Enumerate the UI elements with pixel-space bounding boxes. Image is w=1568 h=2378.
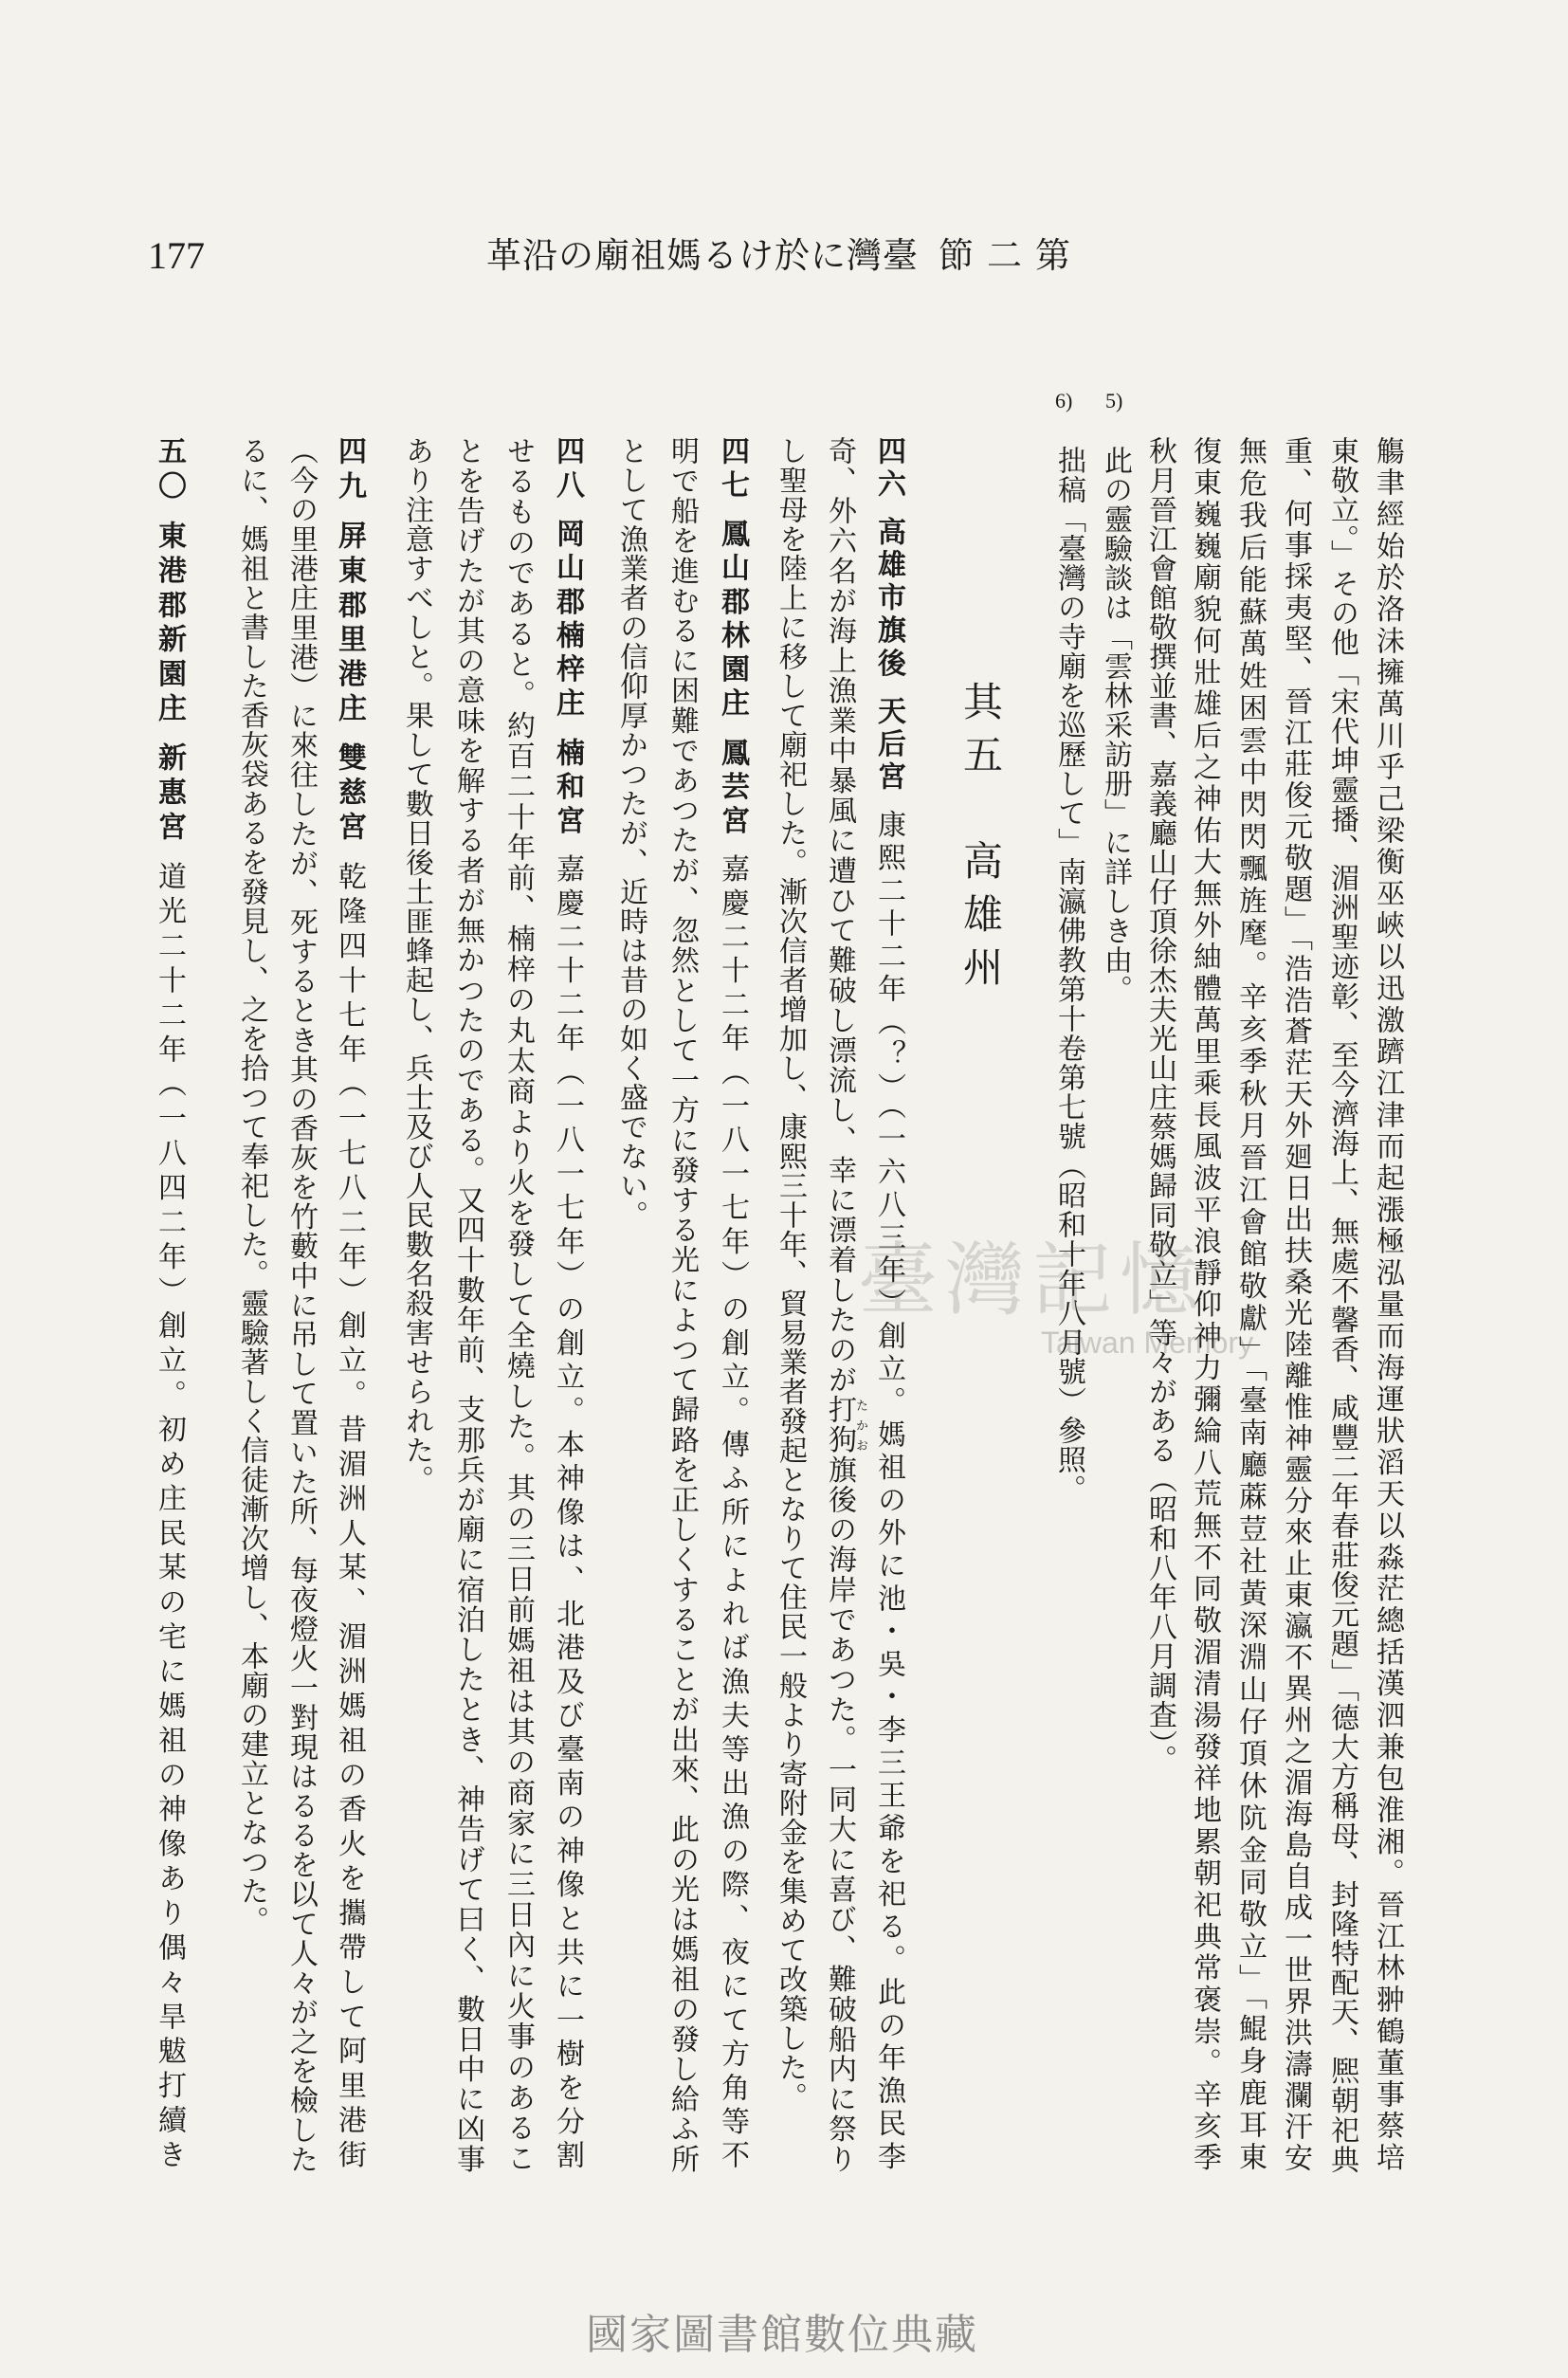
- entry-text: 旗後の海岸であつた。一同大に喜び、難破船内に祭り: [823, 1454, 856, 2175]
- quote-column-5: 復東巍巍廟貌何壯雄后之神佑大無外紬體萬里乘長風波平浪靜仰神力彌綸八荒無不同敬湄清湯發祥地累朝祀典常褒崇。辛亥季: [1188, 436, 1221, 2174]
- entry-temple: 雙慈宮: [333, 742, 366, 847]
- entry-temple: 天后宮: [872, 696, 905, 796]
- quote-column-4: 無危我后能蘇萬姓困雲中閃閃飄旌麾。辛亥季秋月晉江會館敬獻」「臺南廳蔴荳社黃深淵山仔頂休阬金同敬立」「鯤身鹿耳東: [1233, 436, 1267, 2174]
- entry-text: 乾隆四十七年（一七八二年）創立。昔湄洲人某、湄洲媽祖の香火を攜帶して阿里港街: [333, 861, 366, 2175]
- ruby-base: 打狗: [823, 1395, 856, 1455]
- footnote-6-text: 拙稿「臺灣の寺廟を巡歷して」南瀛佛教第十卷第七號（昭和十年八月號）參照。: [1052, 446, 1085, 1504]
- page-number: 177: [148, 234, 205, 277]
- entry-48-line-2: せるものであると。約百二十年前、楠梓の丸太商より火を發して全燒した。其の三日前媽祖は其の商家に三日內に火事のあるこ: [501, 436, 535, 2174]
- entry-48-line-4: あり注意すべしと。果して數日後土匪蜂起し、兵士及び人民數名殺害せられた。: [400, 436, 433, 1494]
- entry-text: 奇、外六名が海上漁業中暴風に遭ひて難破し漂流し、幸に漂着したのが: [823, 436, 856, 1396]
- entry-temple: 鳳芸宮: [716, 737, 749, 839]
- running-head-title: 臺灣に於ける媽祖廟の沿革: [486, 235, 919, 276]
- entry-49-line-3: るに、媽祖と書した香灰袋あるを發見し、之を拾つて奉祀した。靈驗著しく信徒漸次增し、本廟の建立となつた。: [235, 436, 268, 1935]
- entry-place: 岡山郡楠梓庄: [551, 519, 584, 723]
- entry-47-line-1: [715, 436, 749, 2174]
- entry-47-line-2: 明で船を進むるに困難であつたが、忽然として一方に發する光によつて歸路を正しくすることが出來、此の光は媽祖の發し給ふ所: [665, 436, 699, 2174]
- ruby-reading: たかお: [853, 1395, 867, 1455]
- entry-48-line-1: [550, 436, 584, 2174]
- entry-47-line-3: として漁業者の信仰厚かつたが、近時は昔の如く盛でない。: [614, 436, 647, 1230]
- entry-46-line-3: し聖母を陸上に移して廟祀した。漸次信者增加し、康熙三十年、貿易業者發起となりて住民一般より寄附金を集めて改築した。: [774, 436, 807, 2112]
- entry-number: 五〇: [153, 436, 186, 505]
- entry-temple: 楠和宮: [551, 737, 584, 839]
- watermark-logo: 臺灣記憶: [858, 1234, 1208, 1326]
- entry-text: 嘉慶二十二年（一八一七年）の創立。本神像は、北港及び臺南の神像と共に一樹を分割: [551, 853, 584, 2175]
- entry-number: 四七: [716, 436, 749, 504]
- footnote-5-marker: 5): [1105, 389, 1123, 412]
- entry-number: 四六: [872, 436, 905, 503]
- quote-column-2: 東敬立。」その他「宋代坤靈播、湄洲聖迹彰、至今濟海上、無處不馨香、咸豐二年春莊俊元題」「德大方稱母、封隆特配天、熈朝祀典: [1325, 436, 1358, 2174]
- entry-place: 鳳山郡林園庄: [716, 519, 749, 723]
- entry-50-line-1: [152, 436, 186, 2174]
- entry-number: 四八: [551, 436, 584, 504]
- entry-text: 康熙二十二年（？）（一六八三年）創立。媽祖の外に池・吳・李三王爺を祀る。此の年漁民李: [872, 810, 905, 2175]
- archive-footer: 國家圖書館數位典藏: [586, 2311, 978, 2359]
- entry-place: 高雄市旗後: [872, 517, 905, 682]
- running-head-section: 第二節: [939, 235, 1084, 276]
- entry-place: 屏東郡里港庄: [333, 520, 366, 728]
- quote-column-6: 秋月晉江會館敬撰並書、嘉義廳山仔頂徐杰夫光山庄蔡媽歸同敬立」等々がある（昭和八年八月調査）。: [1143, 436, 1176, 1774]
- entry-text: 嘉慶二十二年（一八一七年）の創立。傳ふ所によれば漁夫等出漁の際、夜にて方角等不: [716, 853, 749, 2175]
- entry-temple: 新惠宮: [153, 742, 186, 847]
- footnote-5-text: 此の靈驗談は「雲林采訪册」に詳しき由。: [1099, 446, 1132, 1004]
- entry-text: 道光二十二年（一八四二年）創立。初め庄民某の宅に媽祖の神像あり偶々旱魃打續き: [153, 861, 186, 2175]
- quote-column-3: 重、何事採夷堅、晉江莊俊元敬題」「浩浩蒼茫天外廻日出扶桑光陸離惟神靈分來止東瀛不異州之湄海島自成一世界洪濤瀾汗安: [1279, 436, 1312, 2174]
- footnote-6-marker: 6): [1055, 389, 1073, 412]
- ruby-annotation: [823, 1395, 867, 1455]
- section-heading: 其五 高雄州: [957, 681, 1004, 999]
- entry-49-line-1: [332, 436, 366, 2174]
- watermark-logo-english: Taiwan Memory: [1041, 1326, 1254, 1360]
- quote-column-1: 觴聿經始於洛沬擁萬川乎己梁衡巫峽以迅激躋江津而起漲極泓量而海運狀滔天以淼茫總括漢泗兼包淮湘。晉江林翀鶴董事蔡培: [1371, 436, 1404, 2174]
- entry-48-line-3: とを告げたが其の意味を解する者が無かつたのである。又四十數年前、支那兵が廟に宿泊したとき、神告げて曰く、數日中に凶事: [451, 436, 484, 2174]
- entry-49-line-2: （今の里港庄里港）に來往したが、死するとき其の香灰を竹藪中に吊して置いた所、每夜燈火一對現はるるを以て人々が之を檢した: [284, 436, 318, 2174]
- entry-number: 四九: [333, 436, 366, 505]
- entry-place: 東港郡新園庄: [153, 520, 186, 728]
